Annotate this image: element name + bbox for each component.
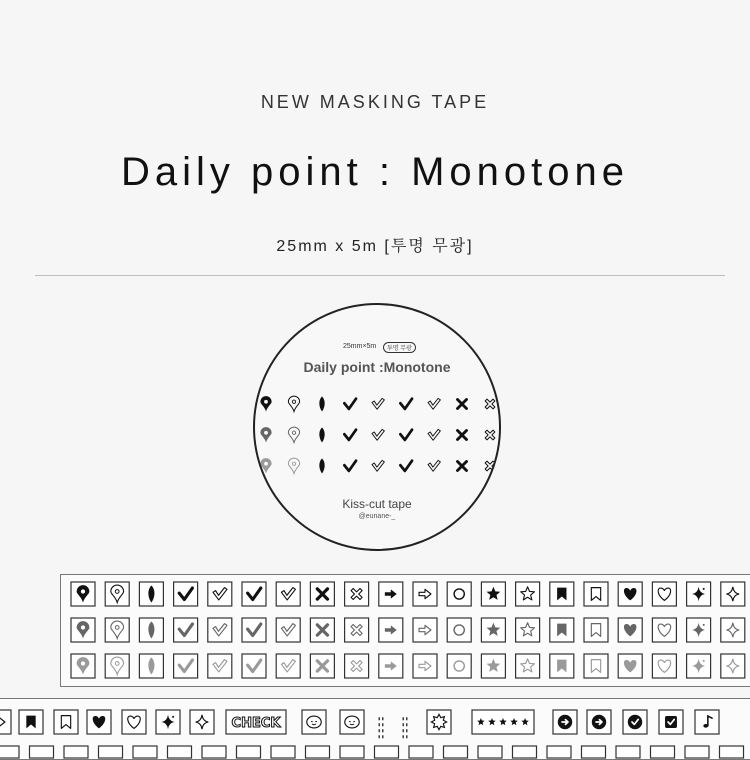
sticker-strip-main [60, 574, 750, 687]
x-outline-icon [485, 399, 495, 409]
strip-main-icons [61, 575, 750, 686]
sticker-cell [174, 618, 198, 642]
sticker-cell [54, 710, 78, 734]
sticker-cell [340, 746, 364, 758]
check-circle-icon [628, 715, 642, 729]
x-bold-icon [458, 462, 467, 471]
sticker-cell [271, 746, 295, 758]
drop-solid-icon [319, 459, 324, 474]
pin-solid-icon [260, 396, 271, 411]
sticker-cell [652, 582, 676, 606]
sticker-cell [584, 654, 608, 678]
sticker-cell [478, 746, 502, 758]
sticker-cell [168, 746, 192, 758]
sticker-cell [721, 618, 745, 642]
divider-line [35, 275, 725, 276]
sticker-cell [721, 582, 745, 606]
sticker-cell [190, 710, 214, 734]
pin-outline-icon [288, 427, 299, 442]
sticker-cell [447, 582, 471, 606]
drop-solid-icon [319, 397, 324, 412]
check-bold-icon [344, 461, 356, 471]
sticker-cell [202, 746, 226, 758]
product-title: Daily point : Monotone [120, 150, 629, 194]
sticker-cell [516, 618, 540, 642]
check-bold-icon [400, 461, 412, 471]
sticker-cell [375, 746, 399, 758]
sticker-cell [174, 582, 198, 606]
sticker-cell [721, 654, 745, 678]
check-outline-icon [372, 460, 384, 471]
sticker-cell [242, 582, 266, 606]
sticker-cell [122, 710, 146, 734]
roll-spec: 25mm×5m [343, 343, 377, 350]
check-square-icon [665, 716, 677, 728]
sticker-cell [174, 654, 198, 678]
sticker-cell [651, 746, 675, 758]
roll-handle: @eunane-_ [358, 513, 396, 520]
dotted-line-icon [403, 717, 407, 739]
arrow-circle-icon [592, 715, 606, 729]
sticker-cell [516, 654, 540, 678]
tape-roll [253, 303, 501, 551]
check-bold-icon [400, 430, 412, 440]
sticker-cell [652, 654, 676, 678]
sticker-cell [720, 746, 744, 758]
arrow-circle-icon [558, 715, 572, 729]
sticker-cell [582, 746, 606, 758]
pin-solid-icon [260, 458, 271, 473]
sticker-cell [685, 746, 709, 758]
sticker-cell [345, 582, 369, 606]
sticker-cell [306, 746, 330, 758]
sticker-cell [345, 654, 369, 678]
check-outline-icon [428, 398, 440, 409]
sticker-cell [133, 746, 157, 758]
pin-outline-icon [288, 396, 299, 411]
sticker-cell [302, 710, 326, 734]
sticker-cell [237, 746, 261, 758]
check-outline-icon [428, 460, 440, 471]
sticker-cell [64, 746, 88, 758]
sticker-cell [444, 746, 468, 758]
sticker-strip-second [0, 698, 750, 760]
check-label: CHECK [231, 716, 281, 731]
roll-footer-label: Kiss-cut tape [342, 497, 412, 511]
sticker-cell [242, 654, 266, 678]
pin-outline-icon [288, 458, 299, 473]
roll-title: Daily point :Monotone [303, 359, 451, 375]
check-bold-icon [400, 399, 412, 409]
eyebrow-text: NEW MASKING TAPE [260, 92, 490, 112]
sticker-cell [242, 618, 266, 642]
product-spec: 25mm x 5m [투명 무광] [276, 238, 474, 255]
check-outline-icon [372, 398, 384, 409]
x-bold-icon [458, 431, 467, 440]
sticker-cell [0, 746, 19, 758]
sticker-cell [345, 618, 369, 642]
check-bold-icon [344, 399, 356, 409]
sticker-cell [30, 746, 54, 758]
sticker-cell [584, 618, 608, 642]
x-bold-icon [458, 400, 467, 409]
sticker-cell [413, 654, 437, 678]
drop-solid-icon [319, 428, 324, 443]
sticker-cell [547, 746, 571, 758]
sticker-cell [516, 582, 540, 606]
sticker-cell [340, 710, 364, 734]
sticker-cell [616, 746, 640, 758]
sticker-cell [513, 746, 537, 758]
sticker-cell [584, 582, 608, 606]
strip-second-icons [0, 699, 750, 759]
sticker-cell [413, 582, 437, 606]
sticker-cell [409, 746, 433, 758]
sticker-cell [99, 746, 123, 758]
x-outline-icon [485, 461, 495, 471]
x-outline-icon [485, 430, 495, 440]
sticker-cell [447, 618, 471, 642]
sticker-cell [413, 618, 437, 642]
sticker-cell [447, 654, 471, 678]
check-outline-icon [428, 429, 440, 440]
sticker-cell [652, 618, 676, 642]
sticker-cell [695, 710, 719, 734]
check-outline-icon [372, 429, 384, 440]
check-bold-icon [344, 430, 356, 440]
pin-solid-icon [260, 427, 271, 442]
roll-badge: 투명 무광 [383, 342, 416, 353]
dotted-line-icon [379, 717, 383, 739]
